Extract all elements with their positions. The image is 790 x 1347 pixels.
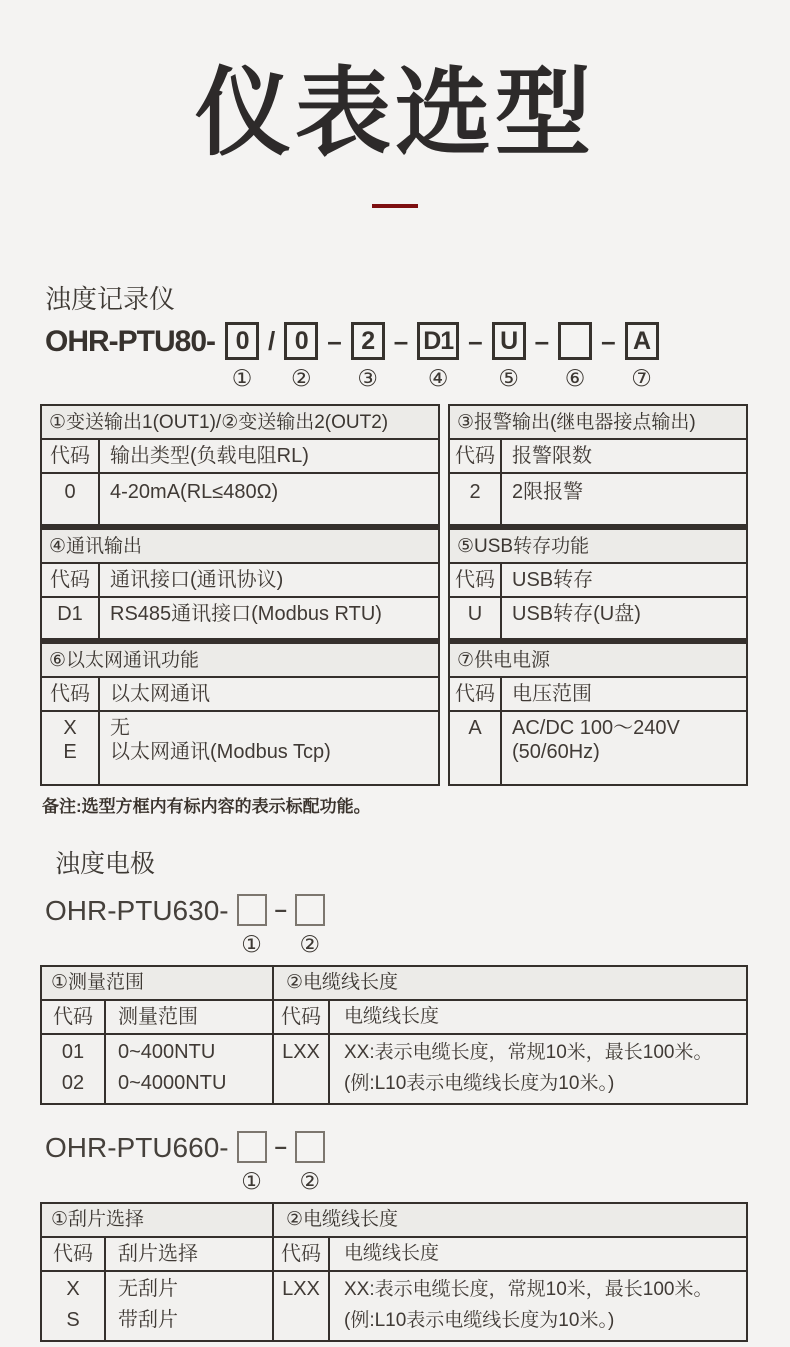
model-separator: – — [393, 326, 409, 356]
desc-header-cell: 以太网通讯 — [110, 683, 210, 705]
wiper-cell — [106, 1272, 274, 1340]
ptu630-model-prefix: OHR-PTU630- — [45, 895, 229, 926]
code-header-cell: 代码 — [42, 678, 100, 710]
range-line: 0~4000NTU — [118, 1072, 227, 1094]
section-header-range: ①测量范围 — [42, 967, 274, 999]
code-cell — [450, 712, 502, 784]
code-header-cell: 代码 — [42, 440, 100, 472]
code-header-cell: 代码 — [42, 1001, 106, 1033]
model-code-box-7: A — [625, 322, 659, 360]
recorder-section-heading: 浊度记录仪 — [45, 284, 176, 314]
wiper-line: 带刮片 — [118, 1309, 178, 1331]
desc-header-cell: 报警限数 — [512, 445, 592, 467]
desc-header-cell: 通讯接口(通讯协议) — [110, 569, 284, 591]
range-header-cell: 测量范围 — [106, 1001, 274, 1033]
model-code-box-empty — [237, 894, 267, 926]
desc-cell: RS485通讯接口(Modbus RTU) — [110, 603, 382, 625]
note-text: 备注:选型方框内有标内容的表示标配功能。 — [42, 797, 371, 816]
recorder-model-prefix: OHR-PTU80- — [45, 325, 216, 358]
desc-line: AC/DC 100～240V — [512, 717, 680, 739]
section-header-comm: ④通讯输出 — [42, 530, 438, 564]
model-slot-2 — [295, 1131, 325, 1194]
model-code-box-empty — [295, 1131, 325, 1163]
code-header-cell: 代码 — [274, 1238, 330, 1270]
model-code-box-6-empty — [558, 322, 592, 360]
section-header-ethernet: ⑥以太网通讯功能 — [42, 644, 438, 678]
ptu630-model-code-line — [45, 894, 790, 957]
desc-header-cell: 输出类型(负载电阻RL) — [110, 445, 309, 467]
cable-header-cell: 电缆线长度 — [344, 1243, 440, 1264]
ptu660-model-code-line — [45, 1131, 790, 1194]
table-row — [450, 598, 746, 640]
cable-desc-cell — [330, 1035, 746, 1103]
recorder-selection-table — [40, 404, 748, 786]
slot-number-1: ① — [241, 931, 262, 957]
range-cell — [106, 1035, 274, 1103]
selection-table-left-half — [40, 404, 440, 786]
table-row — [42, 712, 438, 784]
desc-header-cell: USB转存 — [512, 569, 594, 591]
table-row — [42, 1035, 746, 1103]
code-header-cell: 代码 — [42, 564, 100, 596]
desc-line: (50/60Hz) — [512, 741, 600, 763]
code-header-cell: 代码 — [450, 440, 502, 472]
model-code-box-3: 2 — [351, 322, 385, 360]
code-header-cell: 代码 — [450, 564, 502, 596]
code-cell: D1 — [42, 598, 100, 638]
subheader-row — [42, 1001, 746, 1035]
code-header-cell: 代码 — [42, 1238, 106, 1270]
slot-number-6: ⑥ — [564, 365, 586, 391]
cable-desc-line: XX:表示电缆长度，常规10米，最长100米。 — [344, 1279, 713, 1300]
recorder-model-code-line — [45, 322, 790, 391]
subheader-row — [450, 564, 746, 598]
desc-line: 以太网通讯(Modbus Tcp) — [110, 741, 331, 763]
desc-cell: 4-20mA(RL≤480Ω) — [110, 481, 279, 503]
code-line: E — [63, 741, 77, 763]
code-line: A — [468, 717, 482, 739]
selection-table-right-half — [448, 404, 748, 786]
model-code-box-2: 0 — [284, 322, 318, 360]
model-code-box-4: D1 — [417, 322, 459, 360]
section-header-usb: ⑤USB转存功能 — [450, 530, 746, 564]
table-row — [450, 474, 746, 526]
model-separator: – — [327, 326, 342, 356]
model-slot-1 — [237, 894, 267, 957]
subheader-row — [450, 678, 746, 712]
section-header-wiper: ①刮片选择 — [42, 1204, 274, 1236]
model-separator: – — [534, 326, 550, 356]
model-slot-1 — [225, 322, 259, 391]
slot-number-1: ① — [241, 1168, 262, 1194]
model-slot-1 — [237, 1131, 267, 1194]
table-header-row — [42, 967, 746, 1001]
code-line: S — [66, 1309, 80, 1331]
model-slot-7 — [625, 322, 659, 391]
model-separator: – — [601, 326, 616, 356]
table-row — [42, 474, 438, 526]
code-cell — [42, 1035, 106, 1103]
code-cell — [42, 712, 100, 784]
slot-number-2: ② — [299, 931, 321, 957]
model-slot-3 — [351, 322, 385, 391]
subheader-row — [42, 564, 438, 598]
page-title: 仪表选型 — [195, 60, 595, 167]
subheader-row — [450, 440, 746, 474]
model-separator: – — [274, 897, 287, 922]
wiper-header-cell: 刮片选择 — [106, 1238, 274, 1270]
subheader-row — [42, 1238, 746, 1272]
table-row — [42, 598, 438, 640]
table-row — [450, 712, 746, 784]
desc-cell: 2限报警 — [512, 481, 584, 503]
cable-desc-cell — [330, 1272, 746, 1340]
cable-desc-line: XX:表示电缆长度，常规10米，最长100米。 — [344, 1042, 713, 1063]
ptu660-model-prefix: OHR-PTU660- — [45, 1132, 229, 1163]
cable-header-cell: 电缆线长度 — [344, 1006, 440, 1027]
code-header-cell: 代码 — [274, 1001, 330, 1033]
table-row — [42, 1272, 746, 1340]
ptu630-selection-table — [40, 965, 748, 1105]
desc-cell: USB转存(U盘) — [512, 603, 641, 625]
range-line: 0~400NTU — [118, 1041, 216, 1063]
code-line: X — [63, 717, 77, 739]
desc-cell — [100, 712, 438, 784]
section-header-power: ⑦供电电源 — [450, 644, 746, 678]
model-separator: – — [274, 1134, 287, 1159]
code-cell: 2 — [450, 474, 502, 524]
model-slot-5 — [492, 322, 526, 391]
code-cell: U — [450, 598, 502, 638]
model-code-box-1: 0 — [225, 322, 259, 360]
model-slot-6 — [558, 322, 592, 391]
code-header-cell: 代码 — [450, 678, 502, 710]
title-underline-decoration — [372, 204, 418, 208]
slot-number-2: ② — [290, 365, 312, 391]
slot-number-4: ④ — [427, 365, 449, 391]
model-slot-2 — [284, 322, 318, 391]
model-slot-2 — [295, 894, 325, 957]
electrode-section-heading: 浊度电极 — [55, 850, 156, 878]
subheader-row — [42, 678, 438, 712]
code-cell — [42, 1272, 106, 1340]
code-line: X — [66, 1278, 80, 1300]
model-separator: – — [468, 326, 483, 356]
code-cell: LXX — [274, 1272, 330, 1340]
model-separator: / — [268, 326, 276, 356]
code-cell: LXX — [274, 1035, 330, 1103]
code-cell: 0 — [42, 474, 100, 524]
slot-number-7: ⑦ — [631, 365, 652, 391]
slot-number-2: ② — [299, 1168, 321, 1194]
table-header-row — [42, 1204, 746, 1238]
code-line: 01 — [61, 1041, 85, 1063]
section-header-output: ①变送输出1(OUT1)/②变送输出2(OUT2) — [42, 406, 438, 440]
desc-line: 无 — [110, 717, 130, 739]
ptu660-selection-table — [40, 1202, 748, 1342]
slot-number-1: ① — [231, 365, 253, 391]
section-header-cable: ②电缆线长度 — [286, 1209, 399, 1230]
section-header-alarm: ③报警输出(继电器接点输出) — [450, 406, 746, 440]
desc-cell — [502, 712, 746, 784]
code-line: 02 — [61, 1072, 85, 1094]
wiper-line: 无刮片 — [118, 1278, 178, 1300]
section-header-cable: ②电缆线长度 — [286, 972, 399, 993]
slot-number-5: ⑤ — [498, 365, 519, 391]
cable-desc-line: (例:L10表示电缆线长度为10米。) — [344, 1073, 615, 1094]
model-code-box-empty — [237, 1131, 267, 1163]
slot-number-3: ③ — [357, 365, 379, 391]
model-code-box-5: U — [492, 322, 526, 360]
model-slot-4 — [417, 322, 459, 391]
model-code-box-empty — [295, 894, 325, 926]
cable-desc-line: (例:L10表示电缆线长度为10米。) — [344, 1310, 615, 1331]
desc-header-cell: 电压范围 — [512, 683, 592, 705]
subheader-row — [42, 440, 438, 474]
